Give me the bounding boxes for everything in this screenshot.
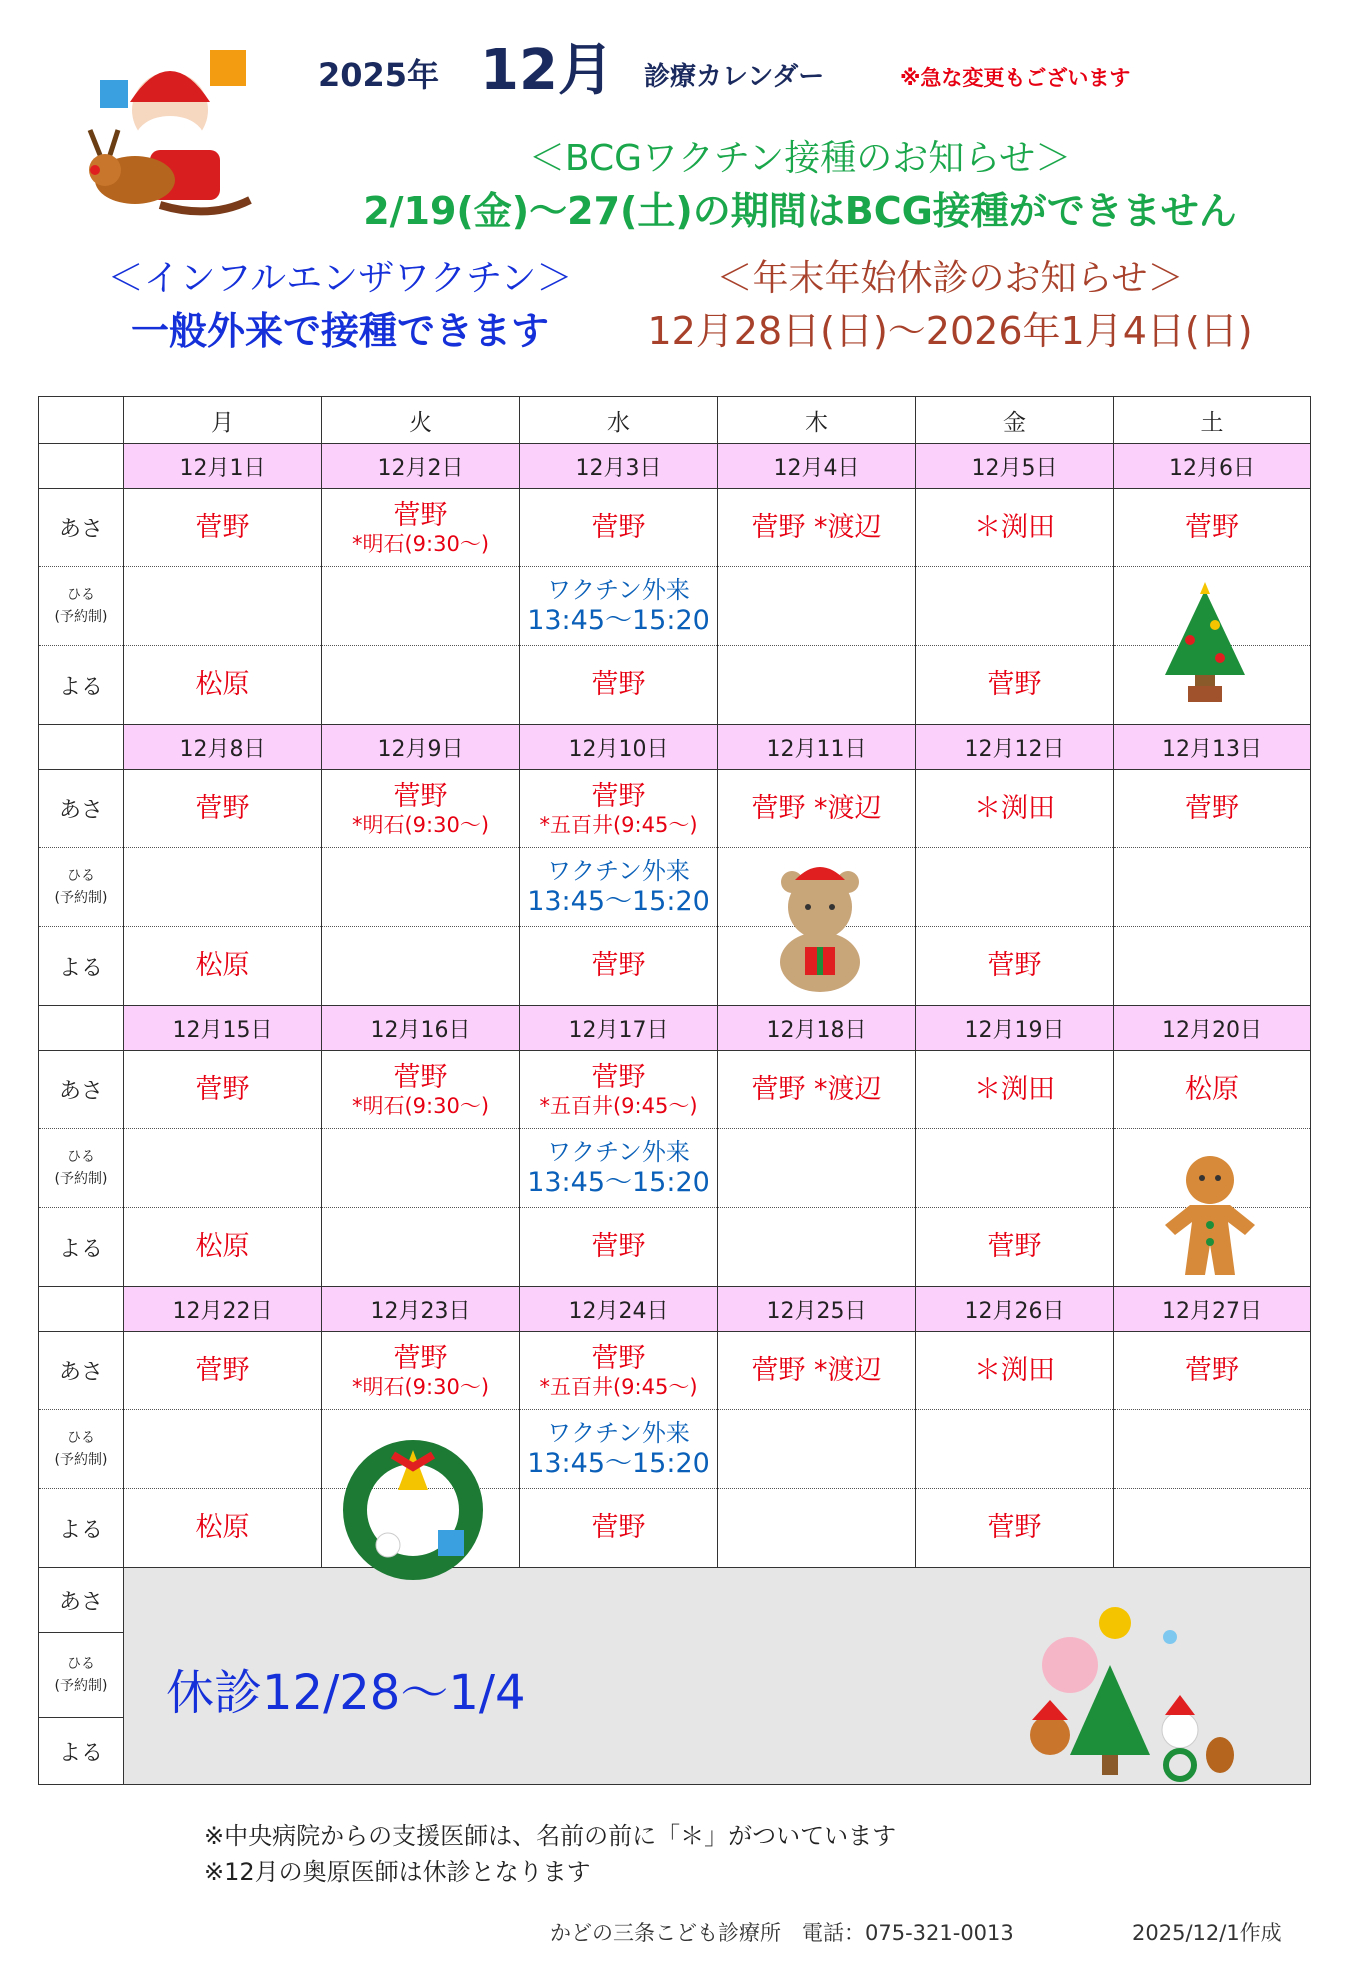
vaccine-clinic-label: ワクチン外来 xyxy=(547,1138,690,1166)
date-cell: 12月20日 xyxy=(1114,1006,1311,1051)
afternoon-row xyxy=(39,1129,1311,1208)
support-doctor: *明石(9:30～) xyxy=(351,1093,490,1118)
evening-cell xyxy=(520,927,718,1006)
slot-label-asa: あさ xyxy=(39,489,124,567)
slot-label-yoru: よる xyxy=(39,646,124,725)
morning-cell xyxy=(916,770,1114,848)
evening-cell xyxy=(718,1489,916,1568)
clinic-credit: かどの三条こども診療所 電話：075-321-0013 xyxy=(550,1921,1014,1945)
support-doctor: *五百井(9:45～) xyxy=(539,1093,698,1118)
evening-cell xyxy=(322,927,520,1006)
date-cell: 12月22日 xyxy=(124,1287,322,1332)
party-animals-icon xyxy=(1010,1605,1250,1795)
morning-cell xyxy=(520,1332,718,1410)
afternoon-cell xyxy=(718,567,916,646)
date-corner xyxy=(39,444,124,489)
afternoon-cell xyxy=(520,1129,718,1208)
doctor-name: 菅野 xyxy=(195,511,250,543)
morning-row xyxy=(39,1051,1311,1129)
support-doctor: *五百井(9:45～) xyxy=(539,1374,698,1399)
hiru-sub-label: (予約制) xyxy=(54,1452,108,1468)
evening-cell xyxy=(718,1208,916,1287)
doctor-name: 菅野 xyxy=(393,780,448,812)
doctor-name: 菅野 xyxy=(393,499,448,531)
morning-cell xyxy=(322,1332,520,1410)
date-row xyxy=(39,444,1311,489)
slot-label-hiru xyxy=(39,1410,124,1489)
weekday-mon: 月 xyxy=(124,397,322,444)
doctor-name: 松原 xyxy=(195,1231,250,1262)
newyear-notice-message: 12月28日(日)～2026年1月4日(日) xyxy=(647,309,1253,353)
change-note: ※急な変更もございます xyxy=(900,66,1131,90)
flu-notice-title: ＜インフルエンザワクチン＞ xyxy=(107,258,573,299)
hiru-label: ひる xyxy=(67,1430,95,1446)
hiru-label: ひる xyxy=(67,1149,95,1165)
evening-cell xyxy=(520,1208,718,1287)
morning-row xyxy=(39,1332,1311,1410)
evening-cell xyxy=(1114,927,1311,1006)
evening-row xyxy=(39,927,1311,1006)
support-doctor: *明石(9:30～) xyxy=(351,812,490,837)
hiru-sub-label: (予約制) xyxy=(54,1171,108,1187)
doctor-name: 菅野 *渡辺 xyxy=(751,1354,882,1386)
vaccine-clinic-time: 13:45～15:20 xyxy=(527,886,710,917)
date-cell: 12月23日 xyxy=(322,1287,520,1332)
morning-cell xyxy=(1114,489,1311,567)
morning-cell xyxy=(1114,1051,1311,1129)
morning-cell xyxy=(1114,770,1311,848)
date-cell: 12月16日 xyxy=(322,1006,520,1051)
slot-label-hiru xyxy=(39,1129,124,1208)
morning-cell xyxy=(124,1051,322,1129)
vaccine-clinic-time: 13:45～15:20 xyxy=(527,605,710,636)
morning-cell xyxy=(322,770,520,848)
title-month: 12月 xyxy=(480,38,614,103)
doctor-name: 菅野 xyxy=(195,792,250,824)
doctor-name: 菅野 xyxy=(987,1512,1042,1543)
date-cell: 12月18日 xyxy=(718,1006,916,1051)
weekday-thu: 木 xyxy=(718,397,916,444)
slot-label-asa: あさ xyxy=(39,1051,124,1129)
date-cell: 12月25日 xyxy=(718,1287,916,1332)
evening-cell xyxy=(916,927,1114,1006)
slot-label-yoru: よる xyxy=(39,1208,124,1287)
doctor-name: 菅野 xyxy=(987,669,1042,700)
date-cell: 12月10日 xyxy=(520,725,718,770)
doctor-name: 菅野 xyxy=(1185,792,1239,824)
date-cell: 12月6日 xyxy=(1114,444,1311,489)
date-row xyxy=(39,725,1311,770)
evening-cell xyxy=(124,927,322,1006)
doctor-name: 菅野 xyxy=(591,780,646,812)
doctor-name: 菅野 xyxy=(591,1061,646,1093)
evening-cell xyxy=(916,646,1114,725)
weekday-sat: 土 xyxy=(1114,397,1311,444)
support-doctor: *明石(9:30～) xyxy=(351,531,490,556)
doctor-name: 菅野 *渡辺 xyxy=(751,511,882,543)
morning-cell xyxy=(124,1332,322,1410)
afternoon-cell xyxy=(520,1410,718,1489)
slot-label-yoru: よる xyxy=(39,1718,124,1785)
wreath-icon xyxy=(338,1435,488,1585)
afternoon-row xyxy=(39,567,1311,646)
teddy-bear-icon xyxy=(760,862,880,997)
footnote-support-doctor: ※中央病院からの支援医師は、名前の前に「＊」がついています xyxy=(204,1822,897,1850)
hiru-label: ひる xyxy=(67,868,95,884)
morning-cell xyxy=(916,489,1114,567)
schedule-calendar xyxy=(38,396,1311,1785)
vaccine-clinic-time: 13:45～15:20 xyxy=(527,1167,710,1198)
evening-cell xyxy=(322,1208,520,1287)
evening-cell xyxy=(916,1208,1114,1287)
doctor-name: 菅野 xyxy=(591,1512,646,1543)
date-row xyxy=(39,1287,1311,1332)
slot-label-hiru xyxy=(39,1633,124,1718)
afternoon-row xyxy=(39,848,1311,927)
evening-row xyxy=(39,1489,1311,1568)
doctor-name: ＊渕田 xyxy=(974,792,1055,824)
doctor-name: 菅野 xyxy=(591,669,646,700)
evening-cell xyxy=(124,1489,322,1568)
date-cell: 12月26日 xyxy=(916,1287,1114,1332)
afternoon-cell xyxy=(124,1410,322,1489)
afternoon-cell xyxy=(1114,848,1311,927)
support-doctor: *明石(9:30～) xyxy=(351,1374,490,1399)
hiru-label: ひる xyxy=(67,587,95,603)
doctor-name: 菅野 *渡辺 xyxy=(751,1073,882,1105)
hiru-sub-label: (予約制) xyxy=(54,609,108,625)
slot-label-asa: あさ xyxy=(39,1332,124,1410)
doctor-name: 菅野 xyxy=(591,950,646,981)
date-cell: 12月15日 xyxy=(124,1006,322,1051)
doctor-name: 菅野 xyxy=(195,1354,250,1386)
afternoon-cell xyxy=(520,848,718,927)
doctor-name: 菅野 xyxy=(591,1231,646,1262)
slot-label-yoru: よる xyxy=(39,927,124,1006)
doctor-name: 松原 xyxy=(195,669,250,700)
doctor-name: 菅野 *渡辺 xyxy=(751,792,882,824)
date-cell: 12月11日 xyxy=(718,725,916,770)
weeks-body xyxy=(39,444,1311,1568)
morning-cell xyxy=(718,1051,916,1129)
bcg-notice-title: ＜BCGワクチン接種のお知らせ＞ xyxy=(528,138,1072,179)
newyear-notice-title: ＜年末年始休診のお知らせ＞ xyxy=(716,258,1184,299)
date-corner xyxy=(39,1287,124,1332)
evening-cell xyxy=(718,646,916,725)
morning-cell xyxy=(520,489,718,567)
date-cell: 12月19日 xyxy=(916,1006,1114,1051)
morning-cell xyxy=(322,489,520,567)
weekday-fri: 金 xyxy=(916,397,1114,444)
date-cell: 12月24日 xyxy=(520,1287,718,1332)
page-title: 診療カレンダー xyxy=(644,62,825,92)
weekday-wed: 水 xyxy=(520,397,718,444)
doctor-name: ＊渕田 xyxy=(974,511,1055,543)
doctor-name: 松原 xyxy=(1185,1073,1239,1105)
evening-cell xyxy=(124,646,322,725)
date-corner xyxy=(39,725,124,770)
doctor-name: 菅野 xyxy=(591,511,646,543)
date-cell: 12月27日 xyxy=(1114,1287,1311,1332)
vaccine-clinic-label: ワクチン外来 xyxy=(547,1419,690,1447)
afternoon-cell xyxy=(1114,1410,1311,1489)
date-cell: 12月17日 xyxy=(520,1006,718,1051)
evening-cell xyxy=(322,646,520,725)
afternoon-cell xyxy=(124,1129,322,1208)
date-row xyxy=(39,1006,1311,1051)
doctor-name: ＊渕田 xyxy=(974,1073,1055,1105)
afternoon-cell xyxy=(520,567,718,646)
date-cell: 12月5日 xyxy=(916,444,1114,489)
evening-cell xyxy=(916,1489,1114,1568)
evening-row xyxy=(39,1208,1311,1287)
afternoon-cell xyxy=(322,567,520,646)
evening-row xyxy=(39,646,1311,725)
slot-label-asa: あさ xyxy=(39,770,124,848)
afternoon-cell xyxy=(718,1410,916,1489)
morning-cell xyxy=(718,1332,916,1410)
afternoon-cell xyxy=(124,567,322,646)
slot-label-hiru xyxy=(39,567,124,646)
evening-cell xyxy=(520,646,718,725)
slot-label-hiru xyxy=(39,848,124,927)
doctor-name: 菅野 xyxy=(393,1061,448,1093)
morning-cell xyxy=(1114,1332,1311,1410)
doctor-name: 菅野 xyxy=(987,1231,1042,1262)
doctor-name: ＊渕田 xyxy=(974,1354,1055,1386)
weekday-tue: 火 xyxy=(322,397,520,444)
bcg-notice-message: 2/19(金)～27(土)の期間はBCG接種ができません xyxy=(363,189,1237,233)
date-cell: 12月9日 xyxy=(322,725,520,770)
afternoon-cell xyxy=(916,567,1114,646)
morning-cell xyxy=(520,770,718,848)
morning-cell xyxy=(916,1332,1114,1410)
created-date: 2025/12/1作成 xyxy=(1132,1921,1282,1945)
date-cell: 12月12日 xyxy=(916,725,1114,770)
hiru-label: ひる xyxy=(67,1656,95,1672)
hiru-sub-label: (予約制) xyxy=(54,1678,108,1694)
doctor-name: 松原 xyxy=(195,1512,250,1543)
evening-cell xyxy=(520,1489,718,1568)
vaccine-clinic-label: ワクチン外来 xyxy=(547,576,690,604)
christmas-tree-icon xyxy=(1150,580,1260,710)
footnote-okuhara: ※12月の奥原医師は休診となります xyxy=(204,1858,591,1886)
doctor-name: 松原 xyxy=(195,950,250,981)
doctor-name: 菅野 xyxy=(591,1342,646,1374)
afternoon-cell xyxy=(718,1129,916,1208)
evening-cell xyxy=(1114,1489,1311,1568)
morning-cell xyxy=(124,770,322,848)
date-cell: 12月2日 xyxy=(322,444,520,489)
doctor-name: 菅野 xyxy=(1185,1354,1239,1386)
support-doctor: *五百井(9:45～) xyxy=(539,812,698,837)
morning-cell xyxy=(124,489,322,567)
morning-cell xyxy=(718,770,916,848)
afternoon-cell xyxy=(916,1410,1114,1489)
afternoon-cell xyxy=(322,848,520,927)
afternoon-cell xyxy=(916,1129,1114,1208)
afternoon-cell xyxy=(322,1129,520,1208)
slot-label-asa: あさ xyxy=(39,1568,124,1633)
date-cell: 12月1日 xyxy=(124,444,322,489)
date-cell: 12月3日 xyxy=(520,444,718,489)
vaccine-clinic-label: ワクチン外来 xyxy=(547,857,690,885)
morning-cell xyxy=(322,1051,520,1129)
afternoon-cell xyxy=(916,848,1114,927)
closed-period-text: 休診12/28～1/4 xyxy=(166,1665,526,1721)
doctor-name: 菅野 xyxy=(195,1073,250,1105)
morning-cell xyxy=(520,1051,718,1129)
gingerbread-man-icon xyxy=(1150,1150,1270,1285)
weekday-header-row xyxy=(39,397,1311,444)
morning-row xyxy=(39,489,1311,567)
doctor-name: 菅野 xyxy=(987,950,1042,981)
afternoon-cell xyxy=(124,848,322,927)
afternoon-row xyxy=(39,1410,1311,1489)
date-cell: 12月4日 xyxy=(718,444,916,489)
morning-cell xyxy=(718,489,916,567)
doctor-name: 菅野 xyxy=(1185,511,1239,543)
evening-cell xyxy=(124,1208,322,1287)
slot-label-yoru: よる xyxy=(39,1489,124,1568)
date-cell: 12月13日 xyxy=(1114,725,1311,770)
flu-notice-message: 一般外来で接種できます xyxy=(130,309,549,353)
date-corner xyxy=(39,1006,124,1051)
morning-row xyxy=(39,770,1311,848)
corner-cell xyxy=(39,397,124,444)
santa-reindeer-icon xyxy=(60,30,280,240)
doctor-name: 菅野 xyxy=(393,1342,448,1374)
morning-cell xyxy=(916,1051,1114,1129)
title-year: 2025年 xyxy=(318,56,440,94)
hiru-sub-label: (予約制) xyxy=(54,890,108,906)
date-cell: 12月8日 xyxy=(124,725,322,770)
vaccine-clinic-time: 13:45～15:20 xyxy=(527,1448,710,1479)
